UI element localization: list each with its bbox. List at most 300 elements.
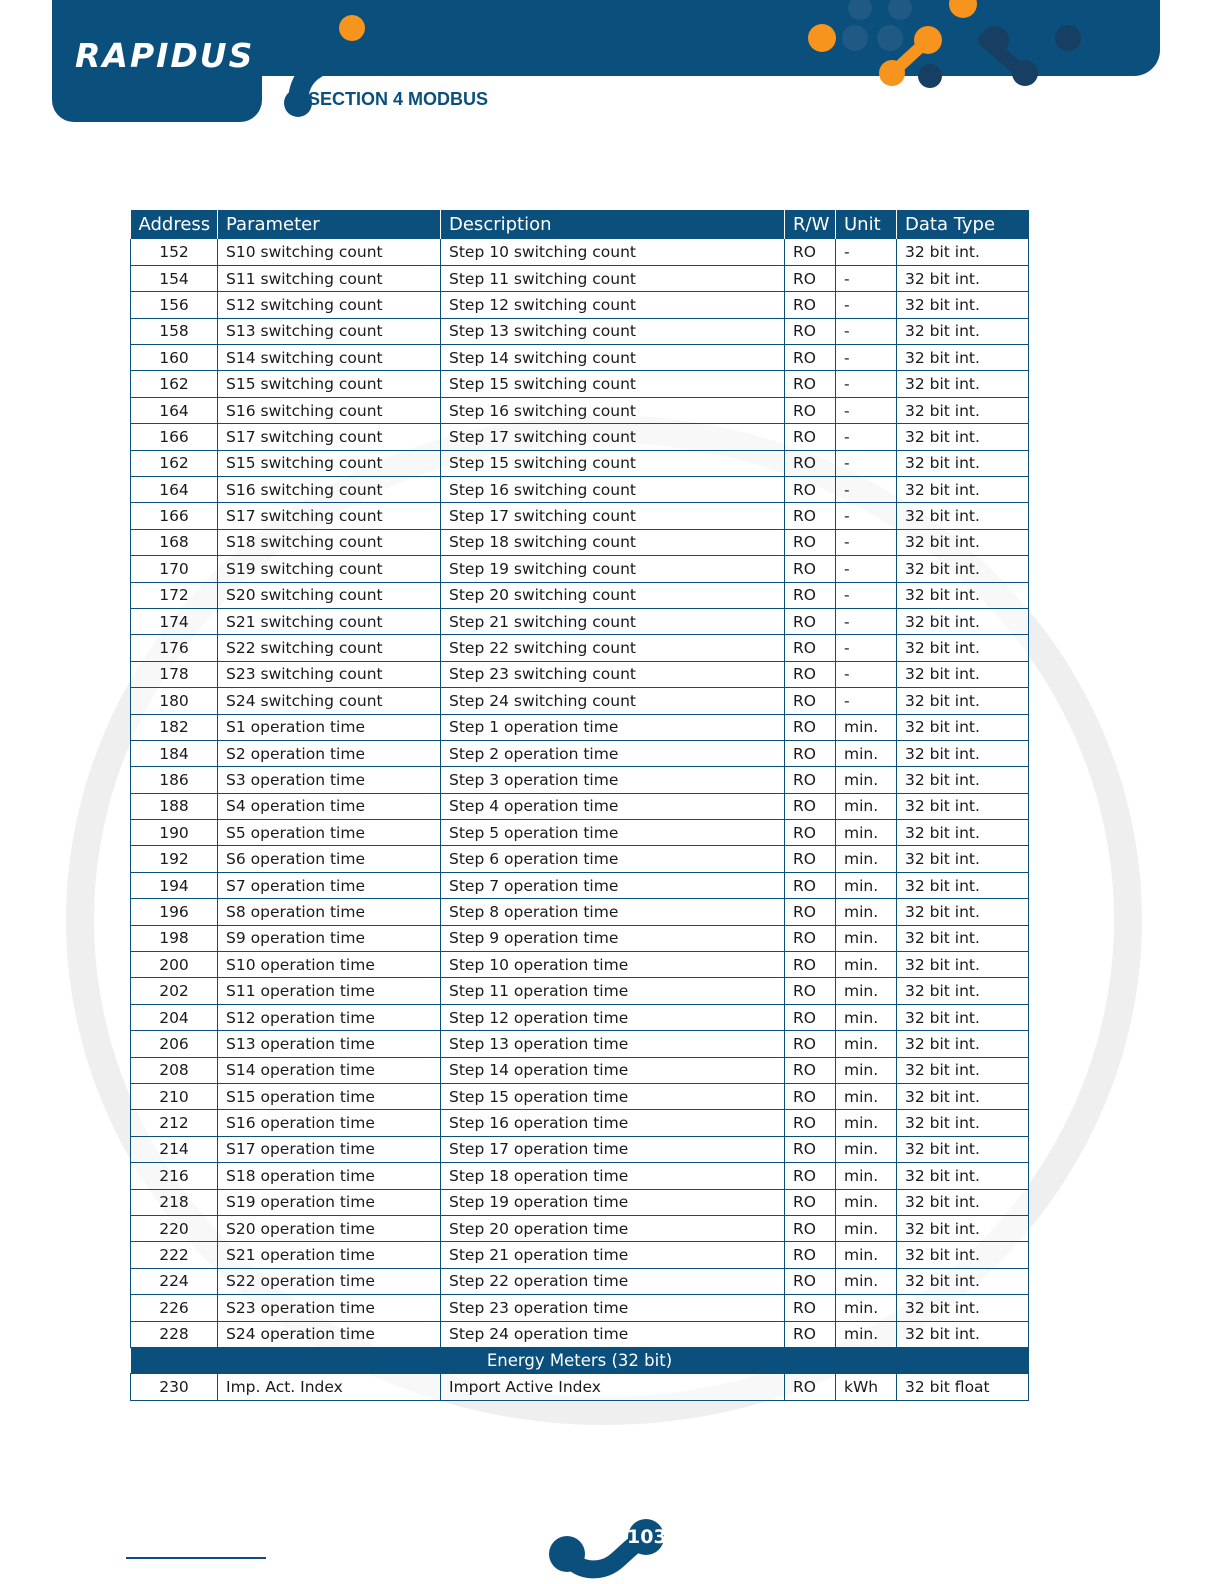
- unit-cell: min.: [836, 978, 897, 1004]
- data-type-cell: 32 bit int.: [897, 503, 1029, 529]
- rw-cell: RO: [785, 688, 836, 714]
- description-cell: Step 18 operation time: [441, 1163, 785, 1189]
- data-type-cell: 32 bit int.: [897, 1031, 1029, 1057]
- rw-cell: RO: [785, 925, 836, 951]
- data-type-cell: 32 bit int.: [897, 529, 1029, 555]
- unit-cell: -: [836, 608, 897, 634]
- rw-cell: RO: [785, 1374, 836, 1400]
- data-type-cell: 32 bit int.: [897, 292, 1029, 318]
- address-cell: 154: [131, 265, 218, 291]
- rw-cell: RO: [785, 1004, 836, 1030]
- description-cell: Step 17 operation time: [441, 1136, 785, 1162]
- unit-cell: -: [836, 529, 897, 555]
- table-row: [131, 1057, 1029, 1083]
- column-header-description: Description: [441, 210, 785, 239]
- description-cell: Step 14 operation time: [441, 1057, 785, 1083]
- table-row: [131, 1321, 1029, 1347]
- parameter-cell: S17 operation time: [218, 1136, 441, 1162]
- unit-cell: min.: [836, 740, 897, 766]
- unit-cell: min.: [836, 872, 897, 898]
- unit-cell: min.: [836, 1163, 897, 1189]
- modbus-table-wrapper: [130, 210, 1028, 1401]
- parameter-cell: S17 switching count: [218, 424, 441, 450]
- address-cell: 158: [131, 318, 218, 344]
- rw-cell: RO: [785, 371, 836, 397]
- address-cell: 170: [131, 556, 218, 582]
- rw-cell: RO: [785, 1321, 836, 1347]
- parameter-cell: S3 operation time: [218, 767, 441, 793]
- rw-cell: RO: [785, 529, 836, 555]
- table-row: [131, 556, 1029, 582]
- rw-cell: RO: [785, 608, 836, 634]
- data-type-cell: 32 bit int.: [897, 477, 1029, 503]
- unit-cell: min.: [836, 1189, 897, 1215]
- address-cell: 174: [131, 608, 218, 634]
- data-type-cell: 32 bit int.: [897, 899, 1029, 925]
- rw-cell: RO: [785, 1242, 836, 1268]
- parameter-cell: S13 operation time: [218, 1031, 441, 1057]
- rapidus-logo: RAPIDUS: [75, 36, 255, 75]
- description-cell: Step 15 switching count: [441, 450, 785, 476]
- address-cell: 164: [131, 477, 218, 503]
- rw-cell: RO: [785, 1268, 836, 1294]
- address-cell: 162: [131, 450, 218, 476]
- description-cell: Step 17 switching count: [441, 503, 785, 529]
- description-cell: Step 23 switching count: [441, 661, 785, 687]
- rw-cell: RO: [785, 872, 836, 898]
- unit-cell: -: [836, 556, 897, 582]
- column-header-data-type: Data Type: [897, 210, 1029, 239]
- address-cell: 212: [131, 1110, 218, 1136]
- table-row: [131, 767, 1029, 793]
- unit-cell: min.: [836, 1242, 897, 1268]
- table-row: [131, 318, 1029, 344]
- address-cell: 184: [131, 740, 218, 766]
- address-cell: 226: [131, 1295, 218, 1321]
- table-row: [131, 371, 1029, 397]
- rw-cell: RO: [785, 899, 836, 925]
- data-type-cell: 32 bit int.: [897, 1321, 1029, 1347]
- description-cell: Step 16 switching count: [441, 477, 785, 503]
- data-type-cell: 32 bit int.: [897, 397, 1029, 423]
- parameter-cell: S11 switching count: [218, 265, 441, 291]
- unit-cell: -: [836, 265, 897, 291]
- column-header-address: Address: [131, 210, 218, 239]
- unit-cell: -: [836, 450, 897, 476]
- data-type-cell: 32 bit int.: [897, 345, 1029, 371]
- data-type-cell: 32 bit int.: [897, 1242, 1029, 1268]
- data-type-cell: 32 bit int.: [897, 978, 1029, 1004]
- address-cell: 194: [131, 872, 218, 898]
- data-type-cell: 32 bit int.: [897, 582, 1029, 608]
- rw-cell: RO: [785, 1295, 836, 1321]
- unit-cell: min.: [836, 1110, 897, 1136]
- parameter-cell: S21 switching count: [218, 608, 441, 634]
- rw-cell: RO: [785, 424, 836, 450]
- data-type-cell: 32 bit int.: [897, 1189, 1029, 1215]
- page-number: 103: [627, 1526, 667, 1548]
- rw-cell: RO: [785, 978, 836, 1004]
- unit-cell: -: [836, 424, 897, 450]
- data-type-cell: 32 bit int.: [897, 318, 1029, 344]
- description-cell: Step 22 operation time: [441, 1268, 785, 1294]
- rw-cell: RO: [785, 345, 836, 371]
- table-row: [131, 1110, 1029, 1136]
- table-row: [131, 1268, 1029, 1294]
- address-cell: 222: [131, 1242, 218, 1268]
- rw-cell: RO: [785, 635, 836, 661]
- unit-cell: -: [836, 635, 897, 661]
- table-row: [131, 1004, 1029, 1030]
- address-cell: 210: [131, 1084, 218, 1110]
- unit-cell: min.: [836, 952, 897, 978]
- table-row: [131, 608, 1029, 634]
- rw-cell: RO: [785, 239, 836, 265]
- description-cell: Step 8 operation time: [441, 899, 785, 925]
- unit-cell: -: [836, 371, 897, 397]
- description-cell: Step 22 switching count: [441, 635, 785, 661]
- data-type-cell: 32 bit int.: [897, 1004, 1029, 1030]
- description-cell: Step 21 operation time: [441, 1242, 785, 1268]
- rw-cell: RO: [785, 1110, 836, 1136]
- table-row: [131, 1295, 1029, 1321]
- address-cell: 166: [131, 424, 218, 450]
- table-row: [131, 820, 1029, 846]
- data-type-cell: 32 bit int.: [897, 846, 1029, 872]
- table-row: [131, 740, 1029, 766]
- unit-cell: min.: [836, 1268, 897, 1294]
- section-header-label: Energy Meters (32 bit): [131, 1347, 1029, 1373]
- unit-cell: -: [836, 397, 897, 423]
- address-cell: 192: [131, 846, 218, 872]
- unit-cell: min.: [836, 1215, 897, 1241]
- description-cell: Step 13 operation time: [441, 1031, 785, 1057]
- data-type-cell: 32 bit int.: [897, 1215, 1029, 1241]
- address-cell: 160: [131, 345, 218, 371]
- data-type-cell: 32 bit int.: [897, 661, 1029, 687]
- parameter-cell: S23 operation time: [218, 1295, 441, 1321]
- rw-cell: RO: [785, 1136, 836, 1162]
- parameter-cell: S15 operation time: [218, 1084, 441, 1110]
- rw-cell: RO: [785, 450, 836, 476]
- rw-cell: RO: [785, 582, 836, 608]
- description-cell: Step 24 operation time: [441, 1321, 785, 1347]
- description-cell: Step 11 switching count: [441, 265, 785, 291]
- parameter-cell: S10 switching count: [218, 239, 441, 265]
- parameter-cell: S18 switching count: [218, 529, 441, 555]
- address-cell: 182: [131, 714, 218, 740]
- rw-cell: RO: [785, 820, 836, 846]
- description-cell: Step 20 switching count: [441, 582, 785, 608]
- description-cell: Step 4 operation time: [441, 793, 785, 819]
- parameter-cell: S16 switching count: [218, 477, 441, 503]
- rw-cell: RO: [785, 503, 836, 529]
- address-cell: 224: [131, 1268, 218, 1294]
- modbus-register-table: [130, 210, 1029, 1401]
- unit-cell: min.: [836, 899, 897, 925]
- unit-cell: min.: [836, 1057, 897, 1083]
- unit-cell: min.: [836, 1321, 897, 1347]
- description-cell: Step 2 operation time: [441, 740, 785, 766]
- address-cell: 220: [131, 1215, 218, 1241]
- table-row: [131, 1189, 1029, 1215]
- parameter-cell: S9 operation time: [218, 925, 441, 951]
- table-row: [131, 397, 1029, 423]
- data-type-cell: 32 bit float: [897, 1374, 1029, 1400]
- unit-cell: -: [836, 318, 897, 344]
- parameter-cell: S12 switching count: [218, 292, 441, 318]
- address-cell: 190: [131, 820, 218, 846]
- table-row: [131, 424, 1029, 450]
- table-row: [131, 450, 1029, 476]
- unit-cell: min.: [836, 1004, 897, 1030]
- parameter-cell: S8 operation time: [218, 899, 441, 925]
- table-row: [131, 345, 1029, 371]
- unit-cell: min.: [836, 820, 897, 846]
- parameter-cell: S12 operation time: [218, 1004, 441, 1030]
- data-type-cell: 32 bit int.: [897, 608, 1029, 634]
- rw-cell: RO: [785, 397, 836, 423]
- description-cell: Step 9 operation time: [441, 925, 785, 951]
- data-type-cell: 32 bit int.: [897, 925, 1029, 951]
- parameter-cell: S1 operation time: [218, 714, 441, 740]
- footer-line: [126, 1557, 266, 1559]
- table-row: [131, 477, 1029, 503]
- address-cell: 208: [131, 1057, 218, 1083]
- header-molecule-right-icon: [800, 0, 1090, 95]
- description-cell: Step 3 operation time: [441, 767, 785, 793]
- table-row: [131, 635, 1029, 661]
- description-cell: Step 12 switching count: [441, 292, 785, 318]
- parameter-cell: S23 switching count: [218, 661, 441, 687]
- parameter-cell: S19 operation time: [218, 1189, 441, 1215]
- unit-cell: -: [836, 292, 897, 318]
- description-cell: Import Active Index: [441, 1374, 785, 1400]
- parameter-cell: S21 operation time: [218, 1242, 441, 1268]
- table-row: [131, 714, 1029, 740]
- unit-cell: -: [836, 688, 897, 714]
- address-cell: 156: [131, 292, 218, 318]
- table-row: [131, 978, 1029, 1004]
- description-cell: Step 19 operation time: [441, 1189, 785, 1215]
- description-cell: Step 18 switching count: [441, 529, 785, 555]
- address-cell: 228: [131, 1321, 218, 1347]
- parameter-cell: S20 operation time: [218, 1215, 441, 1241]
- data-type-cell: 32 bit int.: [897, 265, 1029, 291]
- data-type-cell: 32 bit int.: [897, 1110, 1029, 1136]
- table-row: [131, 1163, 1029, 1189]
- table-row: [131, 688, 1029, 714]
- data-type-cell: 32 bit int.: [897, 371, 1029, 397]
- unit-cell: min.: [836, 793, 897, 819]
- section-header-row: [131, 1347, 1029, 1373]
- address-cell: 198: [131, 925, 218, 951]
- data-type-cell: 32 bit int.: [897, 1057, 1029, 1083]
- rw-cell: RO: [785, 1057, 836, 1083]
- parameter-cell: S15 switching count: [218, 450, 441, 476]
- rw-cell: RO: [785, 292, 836, 318]
- rw-cell: RO: [785, 1031, 836, 1057]
- rw-cell: RO: [785, 1215, 836, 1241]
- unit-cell: -: [836, 345, 897, 371]
- data-type-cell: 32 bit int.: [897, 424, 1029, 450]
- address-cell: 218: [131, 1189, 218, 1215]
- parameter-cell: S5 operation time: [218, 820, 441, 846]
- table-row: [131, 1242, 1029, 1268]
- data-type-cell: 32 bit int.: [897, 1136, 1029, 1162]
- parameter-cell: S16 operation time: [218, 1110, 441, 1136]
- rw-cell: RO: [785, 793, 836, 819]
- table-row: [131, 1084, 1029, 1110]
- unit-cell: min.: [836, 846, 897, 872]
- parameter-cell: S24 switching count: [218, 688, 441, 714]
- address-cell: 152: [131, 239, 218, 265]
- parameter-cell: S13 switching count: [218, 318, 441, 344]
- parameter-cell: S4 operation time: [218, 793, 441, 819]
- description-cell: Step 13 switching count: [441, 318, 785, 344]
- address-cell: 162: [131, 371, 218, 397]
- parameter-cell: S15 switching count: [218, 371, 441, 397]
- parameter-cell: S16 switching count: [218, 397, 441, 423]
- description-cell: Step 5 operation time: [441, 820, 785, 846]
- parameter-cell: S2 operation time: [218, 740, 441, 766]
- unit-cell: min.: [836, 1136, 897, 1162]
- description-cell: Step 15 operation time: [441, 1084, 785, 1110]
- data-type-cell: 32 bit int.: [897, 952, 1029, 978]
- address-cell: 176: [131, 635, 218, 661]
- data-type-cell: 32 bit int.: [897, 688, 1029, 714]
- parameter-cell: S6 operation time: [218, 846, 441, 872]
- rw-cell: RO: [785, 767, 836, 793]
- rw-cell: RO: [785, 952, 836, 978]
- parameter-cell: S22 switching count: [218, 635, 441, 661]
- column-header-unit: Unit: [836, 210, 897, 239]
- description-cell: Step 24 switching count: [441, 688, 785, 714]
- section-title: SECTION 4 MODBUS: [308, 89, 489, 109]
- parameter-cell: S10 operation time: [218, 952, 441, 978]
- address-cell: 204: [131, 1004, 218, 1030]
- data-type-cell: 32 bit int.: [897, 635, 1029, 661]
- rw-cell: RO: [785, 1163, 836, 1189]
- address-cell: 216: [131, 1163, 218, 1189]
- address-cell: 202: [131, 978, 218, 1004]
- rw-cell: RO: [785, 477, 836, 503]
- description-cell: Step 6 operation time: [441, 846, 785, 872]
- table-row: [131, 503, 1029, 529]
- unit-cell: min.: [836, 1084, 897, 1110]
- parameter-cell: S7 operation time: [218, 872, 441, 898]
- description-cell: Step 10 operation time: [441, 952, 785, 978]
- data-type-cell: 32 bit int.: [897, 793, 1029, 819]
- rw-cell: RO: [785, 846, 836, 872]
- rw-cell: RO: [785, 740, 836, 766]
- parameter-cell: S14 operation time: [218, 1057, 441, 1083]
- unit-cell: -: [836, 503, 897, 529]
- description-cell: Step 16 switching count: [441, 397, 785, 423]
- description-cell: Step 12 operation time: [441, 1004, 785, 1030]
- address-cell: 196: [131, 899, 218, 925]
- parameter-cell: S19 switching count: [218, 556, 441, 582]
- table-row: [131, 952, 1029, 978]
- unit-cell: -: [836, 239, 897, 265]
- description-cell: Step 23 operation time: [441, 1295, 785, 1321]
- unit-cell: min.: [836, 714, 897, 740]
- data-type-cell: 32 bit int.: [897, 1084, 1029, 1110]
- table-row: [131, 846, 1029, 872]
- unit-cell: kWh: [836, 1374, 897, 1400]
- data-type-cell: 32 bit int.: [897, 740, 1029, 766]
- unit-cell: -: [836, 661, 897, 687]
- column-header-parameter: Parameter: [218, 210, 441, 239]
- rw-cell: RO: [785, 714, 836, 740]
- parameter-cell: S11 operation time: [218, 978, 441, 1004]
- unit-cell: -: [836, 582, 897, 608]
- table-row: [131, 661, 1029, 687]
- unit-cell: min.: [836, 1295, 897, 1321]
- table-row: [131, 582, 1029, 608]
- parameter-cell: S24 operation time: [218, 1321, 441, 1347]
- address-cell: 188: [131, 793, 218, 819]
- table-row: [131, 872, 1029, 898]
- address-cell: 200: [131, 952, 218, 978]
- description-cell: Step 21 switching count: [441, 608, 785, 634]
- data-type-cell: 32 bit int.: [897, 1268, 1029, 1294]
- description-cell: Step 20 operation time: [441, 1215, 785, 1241]
- table-row: [131, 1215, 1029, 1241]
- address-cell: 214: [131, 1136, 218, 1162]
- address-cell: 164: [131, 397, 218, 423]
- data-type-cell: 32 bit int.: [897, 872, 1029, 898]
- address-cell: 186: [131, 767, 218, 793]
- table-row: [131, 793, 1029, 819]
- table-row: [131, 292, 1029, 318]
- rw-cell: RO: [785, 265, 836, 291]
- unit-cell: min.: [836, 767, 897, 793]
- table-body: [131, 239, 1029, 1400]
- parameter-cell: S18 operation time: [218, 1163, 441, 1189]
- data-type-cell: 32 bit int.: [897, 1163, 1029, 1189]
- address-cell: 168: [131, 529, 218, 555]
- parameter-cell: S17 switching count: [218, 503, 441, 529]
- parameter-cell: S22 operation time: [218, 1268, 441, 1294]
- description-cell: Step 1 operation time: [441, 714, 785, 740]
- table-row: [131, 1136, 1029, 1162]
- description-cell: Step 14 switching count: [441, 345, 785, 371]
- address-cell: 172: [131, 582, 218, 608]
- table-row: [131, 529, 1029, 555]
- address-cell: 230: [131, 1374, 218, 1400]
- data-type-cell: 32 bit int.: [897, 767, 1029, 793]
- table-row: [131, 239, 1029, 265]
- unit-cell: min.: [836, 1031, 897, 1057]
- description-cell: Step 19 switching count: [441, 556, 785, 582]
- table-row: [131, 899, 1029, 925]
- rw-cell: RO: [785, 1189, 836, 1215]
- description-cell: Step 11 operation time: [441, 978, 785, 1004]
- data-type-cell: 32 bit int.: [897, 820, 1029, 846]
- table-header-row: [131, 210, 1029, 239]
- table-row: [131, 1031, 1029, 1057]
- rw-cell: RO: [785, 556, 836, 582]
- address-cell: 166: [131, 503, 218, 529]
- data-type-cell: 32 bit int.: [897, 450, 1029, 476]
- column-header-rw: R/W: [785, 210, 836, 239]
- description-cell: Step 15 switching count: [441, 371, 785, 397]
- rw-cell: RO: [785, 661, 836, 687]
- address-cell: 206: [131, 1031, 218, 1057]
- description-cell: Step 17 switching count: [441, 424, 785, 450]
- unit-cell: -: [836, 477, 897, 503]
